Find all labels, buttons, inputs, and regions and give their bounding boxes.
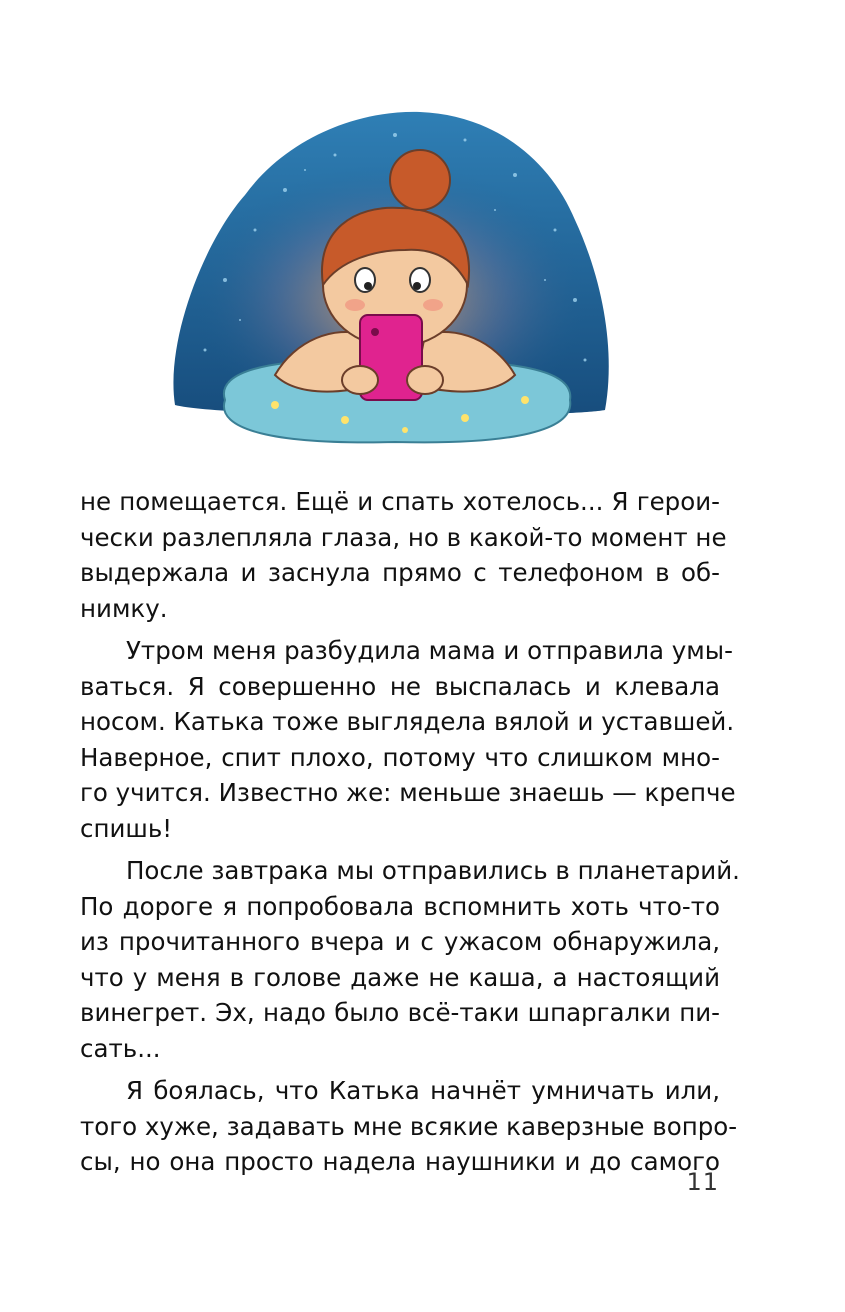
- paragraph-4: [80, 1073, 738, 1180]
- paragraph-1: [80, 484, 727, 626]
- text-line: сать...: [80, 1033, 161, 1063]
- page-number: 11: [686, 1168, 719, 1196]
- book-text: [80, 484, 740, 1187]
- text-line: спишь!: [80, 813, 173, 843]
- text-line: го учится. Известно же: меньше знаешь — крепче: [80, 778, 736, 807]
- text-line: сы, но она просто надела наушники и до самого: [80, 1147, 720, 1176]
- text-line: ваться. Я совершенно не выспалась и клевала: [80, 671, 720, 701]
- text-line: нимку.: [80, 593, 168, 623]
- text-line: Я боялась, что Катька начнёт умничать или,: [126, 1076, 720, 1105]
- paragraph-2: [80, 633, 736, 846]
- text-line: носом. Катька тоже выглядела вялой и уставшей.: [80, 707, 735, 736]
- text-line: Наверное, спит плохо, потому что слишком мно-: [80, 742, 720, 772]
- text-line: из прочитанного вчера и с ужасом обнаружила,: [80, 927, 720, 956]
- text-line: После завтрака мы отправились в планетарий.: [126, 856, 740, 885]
- text-line: того хуже, задавать мне всякие каверзные вопро-: [80, 1111, 738, 1141]
- text-line: чески разлепляла глаза, но в какой-то момент не: [80, 522, 727, 552]
- text-line: не помещается. Ещё и спать хотелось... Я герои-: [80, 487, 720, 516]
- text-line: что у меня в голове даже не каша, а настоящий: [80, 962, 720, 992]
- text-line: По дороге я попробовала вспомнить хоть что-то: [80, 891, 720, 921]
- text-line: выдержала и заснула прямо с телефоном в об-: [80, 558, 720, 587]
- text-line: Утром меня разбудила мама и отправила умы-: [126, 636, 733, 665]
- girl-with-phone-under-blanket-illustration: [165, 100, 625, 465]
- hair-bun: [390, 150, 450, 210]
- paragraph-3: [80, 853, 740, 1066]
- text-line: винегрет. Эх, надо было всё-таки шпаргалки пи-: [80, 998, 720, 1027]
